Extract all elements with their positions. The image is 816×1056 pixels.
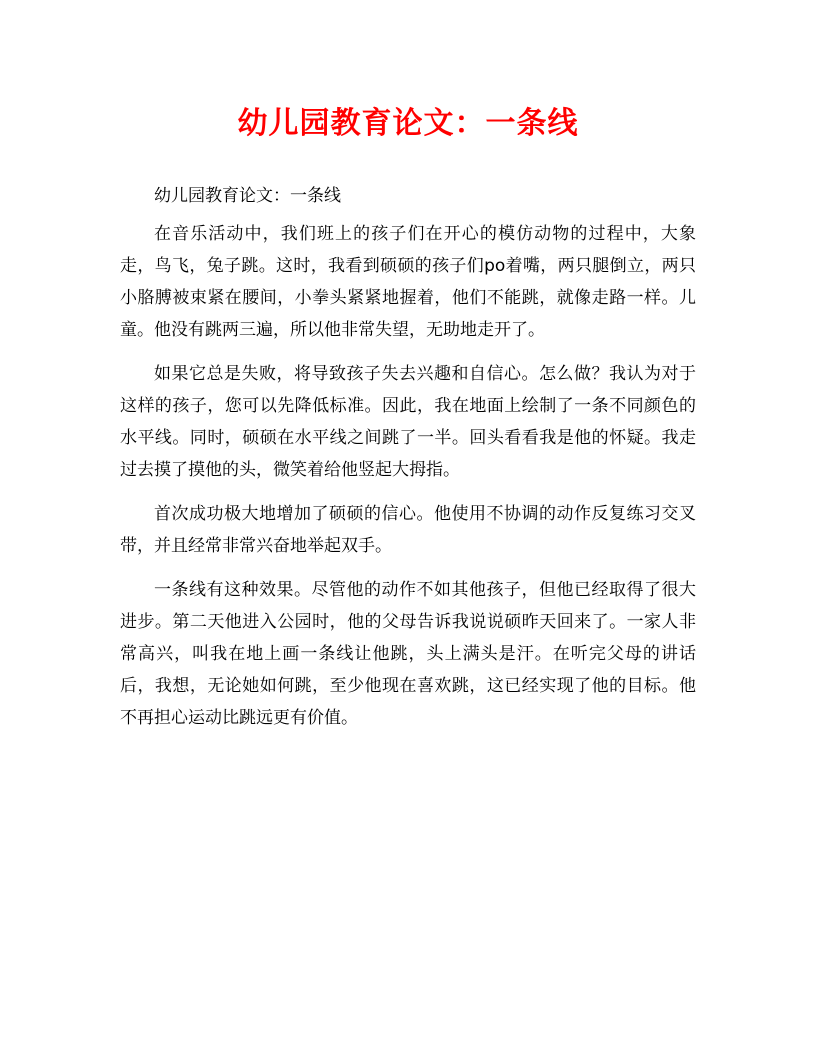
paragraph-4: 一条线有这种效果。尽管他的动作不如其他孩子，但他已经取得了很大进步。第二天他进入公园时，他的父母告诉我说说硕昨天回来了。一家人非常高兴，叫我在地上画一条线让他跳，头上满头是汗。在听完父母的讲话后，我想，无论她如何跳，至少他现在喜欢跳，这已经实现了他的目标。他不再担心运动比跳远更有价值。 (120, 580, 696, 728)
document-body (120, 180, 696, 746)
paragraph-1: 在音乐活动中，我们班上的孩子们在开心的模仿动物的过程中，大象走，鸟飞，兔子跳。这时，我看到硕硕的孩子们po着嘴，两只腿倒立，两只小胳膊被束紧在腰间，小拳头紧紧地握着，他们不能跳，就像走路一样。儿童。他没有跳两三遍，所以他非常失望，无助地走开了。 (120, 224, 696, 340)
paragraph-3: 首次成功极大地增加了硕硕的信心。他使用不协调的动作反复练习交叉带，并且经常非常兴奋地举起双手。 (120, 504, 696, 556)
paragraph-2: 如果它总是失败，将导致孩子失去兴趣和自信心。怎么做？我认为对于这样的孩子，您可以先降低标准。因此，我在地面上绘制了一条不同颜色的水平线。同时，硕硕在水平线之间跳了一半。回头看看我是他的怀疑。我走过去摸了摸他的头，微笑着给他竖起大拇指。 (120, 364, 696, 480)
document-title: 幼儿园教育论文：一条线 (237, 106, 579, 141)
document-subtitle: 幼儿园教育论文：一条线 (154, 186, 341, 206)
